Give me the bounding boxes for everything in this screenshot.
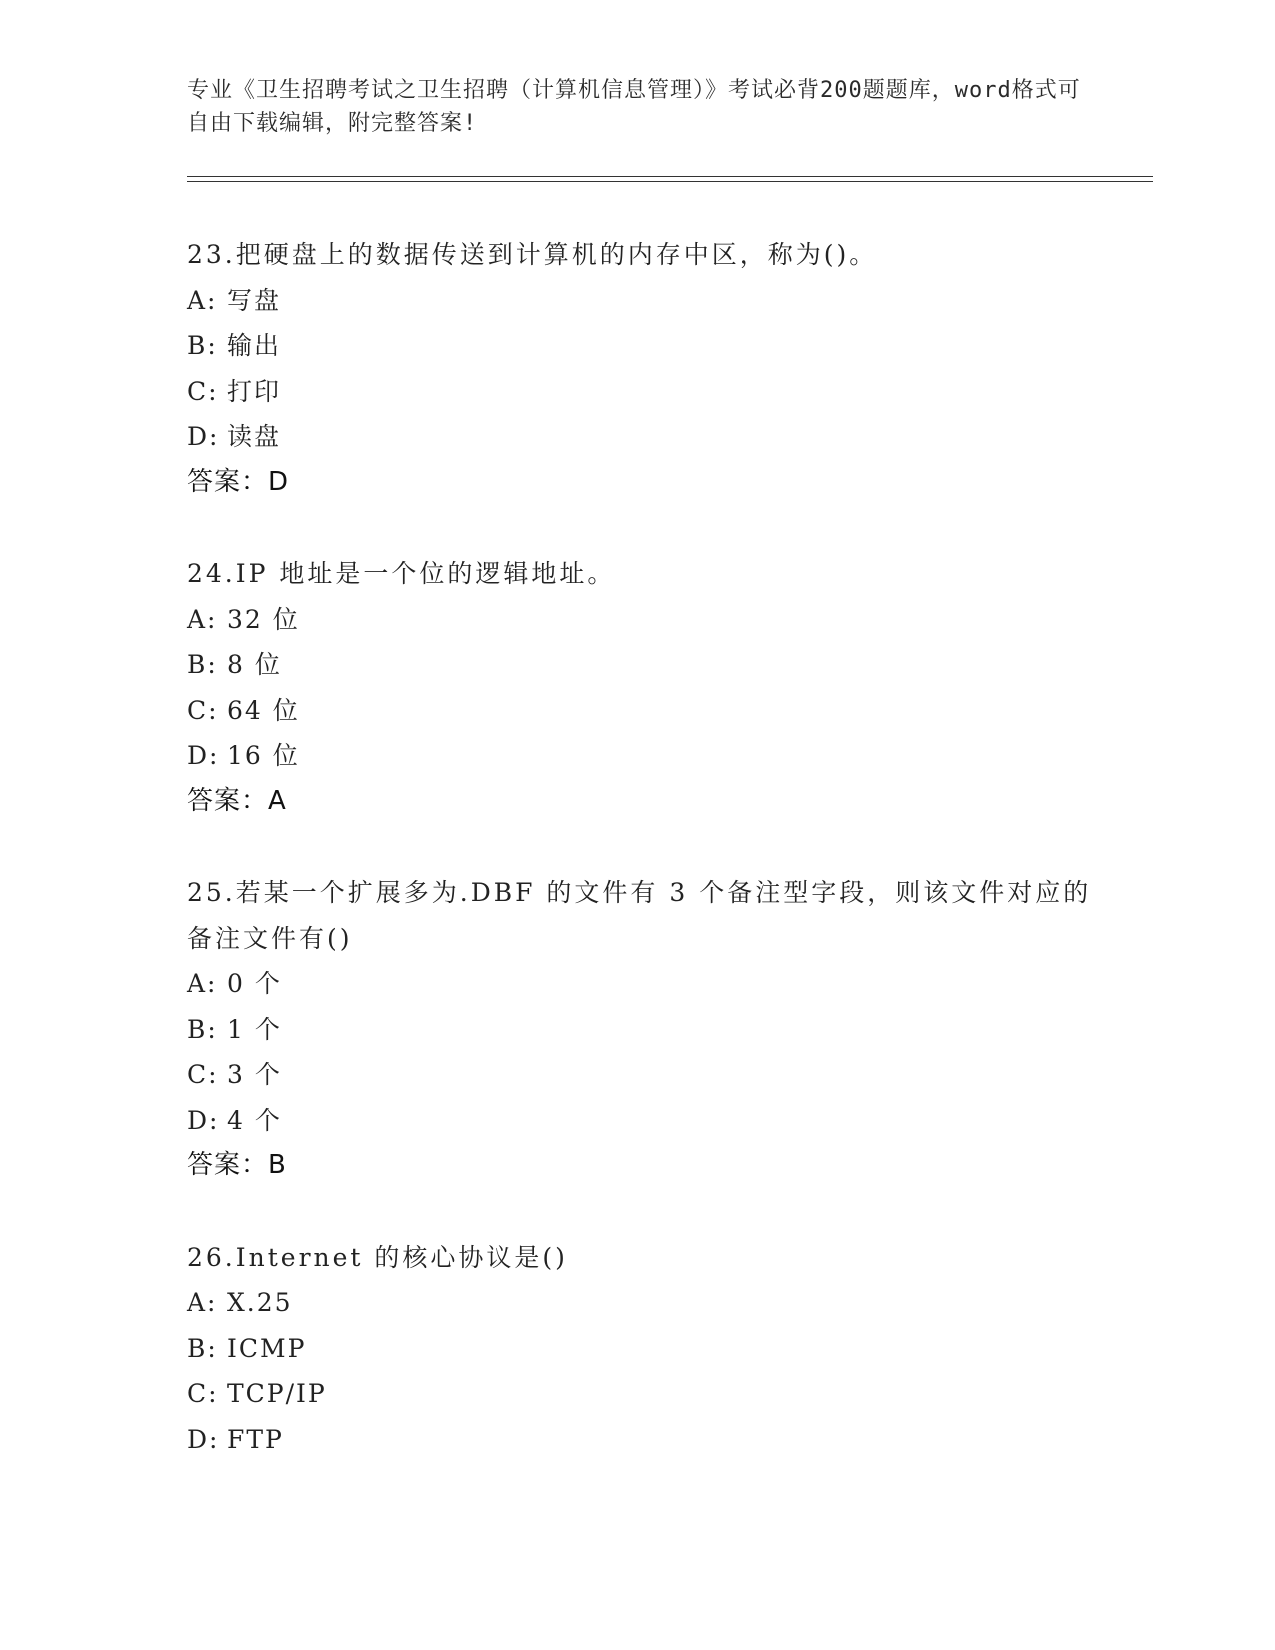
question-list [187, 232, 1107, 1508]
answer-line: 答案：D [187, 466, 290, 497]
option-text: FTP [227, 1424, 284, 1454]
question-stem: 25.若某一个扩展多为.DBF 的文件有 3 个备注型字段，则该文件对应的备注文件有() [187, 878, 1092, 953]
question-stem: 26.Internet 的核心协议是() [187, 1242, 568, 1272]
option-b [187, 1326, 1107, 1372]
option-text: X.25 [227, 1288, 293, 1317]
option-text: 1 个 [227, 1014, 282, 1044]
option-text: 64 位 [227, 695, 300, 725]
option-b [187, 1007, 1107, 1053]
option-letter: B: [187, 1014, 218, 1044]
option-a [187, 961, 1107, 1007]
option-c [187, 1371, 1107, 1417]
option-letter: D: [187, 422, 220, 451]
option-letter: D: [187, 1424, 220, 1454]
option-text: 3 个 [227, 1060, 282, 1089]
option-letter: A: [187, 1288, 218, 1317]
option-letter: D: [187, 741, 220, 770]
question-24 [187, 551, 1107, 824]
option-text: 8 位 [227, 650, 282, 679]
option-text: 读盘 [227, 422, 282, 451]
option-text: 32 位 [227, 604, 300, 634]
option-letter: C: [187, 1379, 219, 1408]
option-letter: B: [187, 331, 218, 360]
option-text: 4 个 [227, 1105, 282, 1135]
option-d [187, 733, 1107, 779]
option-text: 打印 [227, 376, 282, 406]
option-a [187, 597, 1107, 643]
option-c [187, 688, 1107, 734]
option-a [187, 1280, 1107, 1326]
option-text: 写盘 [227, 285, 282, 315]
option-text: ICMP [227, 1333, 307, 1363]
option-b [187, 642, 1107, 688]
option-letter: A: [187, 969, 218, 998]
question-25 [187, 870, 1107, 1189]
option-letter: C: [187, 695, 219, 725]
option-letter: D: [187, 1105, 220, 1135]
option-text: 输出 [227, 331, 282, 360]
option-d [187, 1417, 1107, 1463]
option-text: TCP/IP [227, 1379, 327, 1408]
option-c [187, 1052, 1107, 1098]
question-23 [187, 232, 1107, 505]
question-stem: 24.IP 地址是一个位的逻辑地址。 [187, 559, 616, 588]
option-text: 0 个 [227, 969, 282, 998]
header-divider-top [187, 176, 1153, 177]
option-d [187, 1098, 1107, 1144]
option-letter: C: [187, 1060, 219, 1089]
question-26 [187, 1235, 1107, 1463]
option-letter: C: [187, 376, 219, 406]
option-letter: A: [187, 604, 218, 634]
document-intro: 专业《卫生招聘考试之卫生招聘（计算机信息管理）》考试必背200题题库，word格式可自由下载编辑，附完整答案! [187, 78, 1081, 136]
option-d [187, 414, 1107, 460]
option-b [187, 323, 1107, 369]
option-letter: A: [187, 285, 218, 315]
answer-line: 答案：A [187, 785, 287, 816]
question-stem: 23.把硬盘上的数据传送到计算机的内存中区，称为()。 [187, 240, 878, 269]
option-text: 16 位 [227, 741, 300, 770]
header-divider-bottom [187, 181, 1153, 182]
option-letter: B: [187, 1333, 218, 1363]
option-a [187, 278, 1107, 324]
option-c [187, 369, 1107, 415]
option-letter: B: [187, 650, 218, 679]
answer-line: 答案：B [187, 1150, 287, 1180]
